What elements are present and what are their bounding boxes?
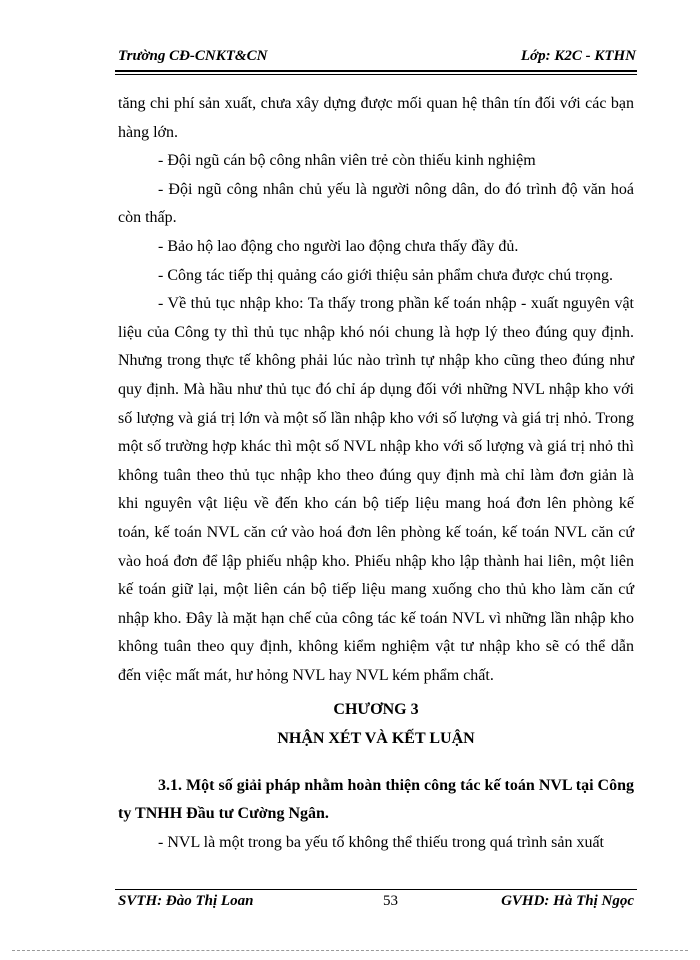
header-rule-thin <box>115 74 637 75</box>
page-break-line <box>12 950 688 951</box>
bullet-staff-experience: - Đội ngũ cán bộ công nhân viên trẻ còn thiếu kinh nghiệm <box>158 152 536 170</box>
bullet-labor-protection: - Bảo hộ lao động cho người lao động chưa thấy đầy đủ. <box>158 237 519 255</box>
header-rule <box>115 70 637 72</box>
footer-advisor: GVHD: Hà Thị Ngọc <box>501 893 634 909</box>
header-school: Trường CĐ-CNKT&CN <box>118 48 268 64</box>
chapter-title: NHẬN XÉT VÀ KẾT LUẬN <box>277 730 475 748</box>
header-class: Lớp: K2C - KTHN <box>520 48 636 64</box>
section-heading: 3.1. Một số giải pháp nhằm hoàn thiện công tác kế toán NVL tại Công ty TNHH Đầu tư Cường Ngân. <box>118 776 634 823</box>
paragraph-warehouse-procedure: - Về thủ tục nhập kho: Ta thấy trong phần kế toán nhập - xuất nguyên vật liệu của Công ty thì thủ tục nhập khó nói chung là hợp lý theo đúng quy định. Nhưng trong thực tế không phải lúc nào trình tự nhập kho cũng theo đúng như quy định. Mà hầu như thủ tục đó chỉ áp dụng đối với những NVL nhập kho với số lượng và giá trị lớn và một số lần nhập kho với số lượng và giá trị nhỏ. Trong một số trường hợp khác thì một số NVL nhập kho với số lượng và giá trị nhỏ thì không tuân theo thủ tục nhập kho theo đúng quy định mà chỉ làm đơn giản là khi nguyên vật liệu về đến kho cán bộ tiếp liệu mang hoá đơn lên phòng kế toán, kế toán NVL căn cứ vào hoá đơn lên phòng kế toán, kế toán NVL căn cứ vào hoá đơn để lập phiếu nhập kho. Phiếu nhập kho lập thành hai liên, một liên kế toán giữ lại, một liên cán bộ tiếp liệu mang xuống cho thủ kho làm căn cứ nhập kho. Đây là mặt hạn chế của công tác kế toán NVL vì những lần nhập kho không tuân theo quy định, không kiểm nghiệm vật tư nhập kho sẽ có thể dẫn đến việc mất mát, hư hỏng NVL hay NVL kém phẩm chất. <box>118 295 634 684</box>
footer-rule <box>115 889 637 890</box>
page-footer <box>118 893 636 915</box>
page-body <box>118 90 634 857</box>
section-first-line: - NVL là một trong ba yếu tố không thể thiếu trong quá trình sản xuất <box>158 833 604 851</box>
paragraph-continuation: tăng chi phí sản xuất, chưa xây dựng được mối quan hệ thân tín đối với các bạn hàng lớn. <box>118 95 634 141</box>
page-header <box>118 48 636 70</box>
chapter-number: CHƯƠNG 3 <box>333 701 419 719</box>
bullet-worker-education: - Đội ngũ công nhân chủ yếu là người nông dân, do đó trình độ văn hoá còn thấp. <box>118 180 634 227</box>
page-number: 53 <box>383 893 398 909</box>
footer-student: SVTH: Đào Thị Loan <box>118 893 254 909</box>
bullet-marketing: - Công tác tiếp thị quảng cáo giới thiệu sản phẩm chưa được chú trọng. <box>158 266 614 284</box>
